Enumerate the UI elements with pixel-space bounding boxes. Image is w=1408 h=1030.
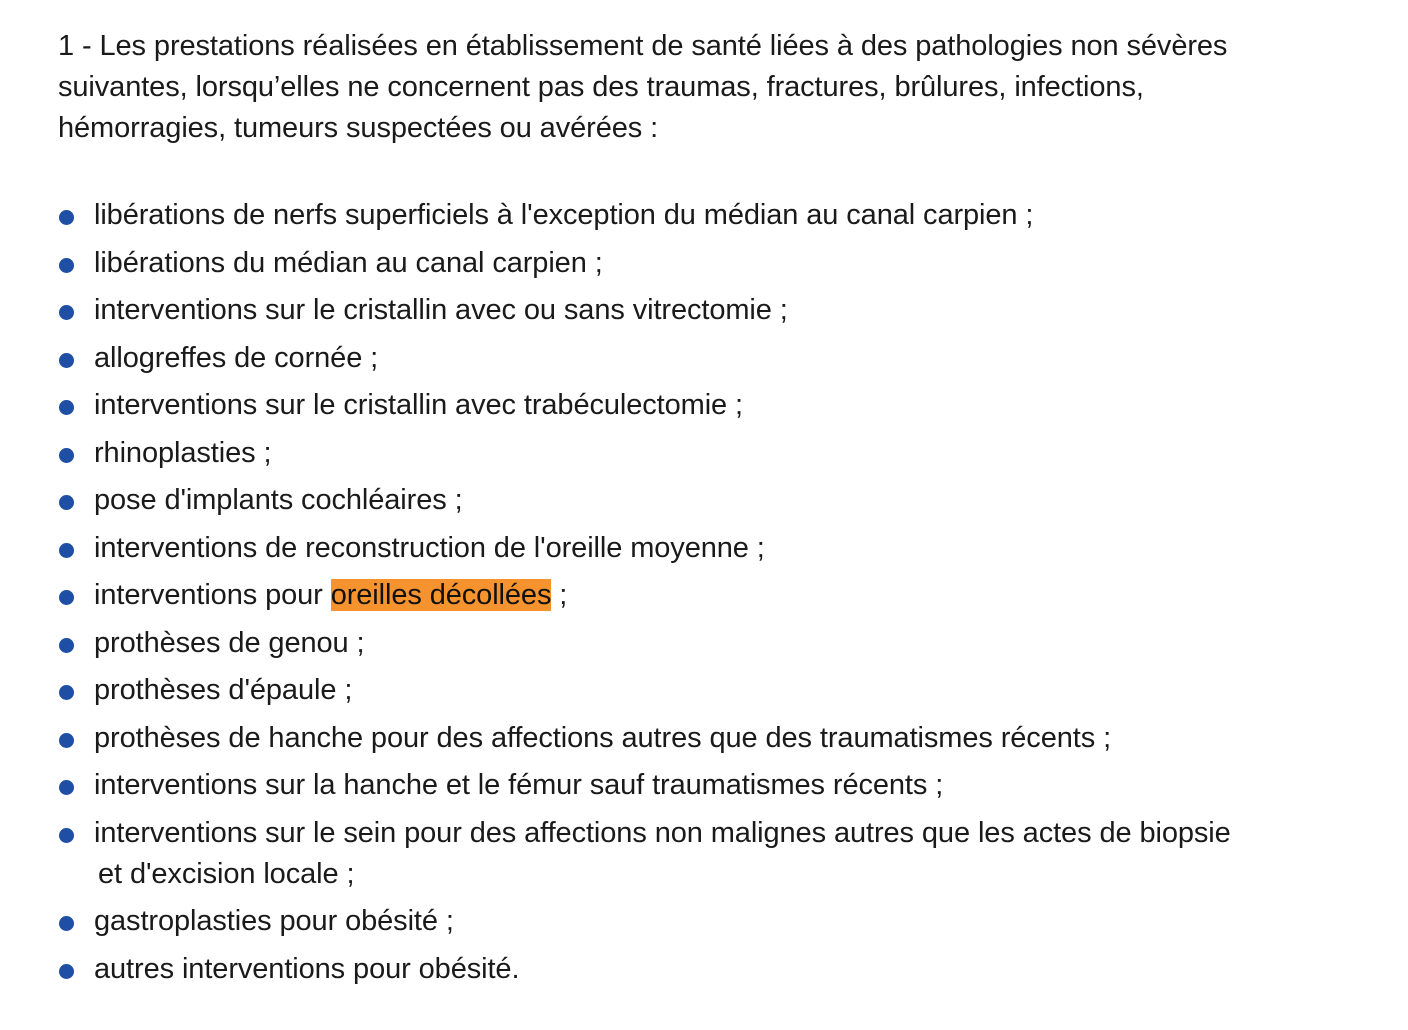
list-item (58, 338, 1378, 379)
bullet-icon (59, 964, 74, 979)
list-item-text-after: ; (551, 579, 568, 611)
list-item (58, 480, 1378, 521)
list-item-text (94, 575, 1378, 616)
list-item-text-before: interventions pour (94, 579, 331, 611)
list-item-text: prothèses de genou ; (94, 626, 365, 659)
list-item-text: autres interventions pour obésité. (94, 952, 520, 985)
bullet-icon (59, 448, 74, 463)
intro-line: suivantes, lorsqu’elles ne concernent pas des traumas, fractures, brûlures, infections, (58, 71, 1144, 103)
list-item-text: rhinoplasties ; (94, 436, 272, 469)
list-item (58, 243, 1378, 284)
list-item (58, 623, 1378, 664)
list-item-text: libérations de nerfs superficiels à l'exception du médian au canal carpien ; (94, 199, 1034, 231)
list-item-text: prothèses de hanche pour des affections autres que des traumatismes récents ; (94, 721, 1112, 754)
bullet-icon (59, 685, 74, 700)
bullet-icon (59, 916, 74, 931)
list-item-text: interventions de reconstruction de l'oreille moyenne ; (94, 531, 765, 564)
list-item-text: libérations du médian au canal carpien ; (94, 246, 603, 279)
bullet-icon (59, 638, 74, 653)
list-item (58, 949, 1378, 990)
list-item-text: pose d'implants cochléaires ; (94, 484, 463, 516)
list-item (58, 575, 1378, 616)
list-item (58, 765, 1378, 806)
bullet-icon (59, 733, 74, 748)
intro-line: 1 - Les prestations réalisées en établissement de santé liées à des pathologies non sévères (58, 30, 1228, 62)
bullet-icon (59, 780, 74, 795)
list-item (58, 195, 1378, 236)
bullet-icon (59, 353, 74, 368)
list-item (58, 528, 1378, 569)
list-item (58, 718, 1378, 759)
list-item-text: interventions sur le cristallin avec ou sans vitrectomie ; (94, 294, 788, 326)
list-item-text: prothèses d'épaule ; (94, 674, 353, 706)
bullet-icon (59, 543, 74, 558)
bullet-icon (59, 400, 74, 415)
list-item-text-continued: et d'excision locale ; (98, 857, 355, 890)
bullet-icon (59, 305, 74, 320)
list-item (58, 290, 1378, 331)
bullet-icon (59, 258, 74, 273)
procedure-list (58, 195, 1378, 990)
list-item-text: interventions sur le cristallin avec trabéculectomie ; (94, 389, 743, 421)
list-item-text: interventions sur le sein pour des affections non malignes autres que les actes de biopsie (94, 816, 1231, 849)
bullet-icon (59, 590, 74, 605)
intro-line: hémorragies, tumeurs suspectées ou avérées : (58, 112, 659, 144)
list-item-text: gastroplasties pour obésité ; (94, 905, 454, 937)
bullet-icon (59, 495, 74, 510)
list-item (58, 670, 1378, 711)
list-item-text: interventions sur la hanche et le fémur sauf traumatismes récents ; (94, 769, 944, 801)
intro-paragraph (58, 26, 1378, 149)
search-highlight: oreilles décollées (330, 579, 552, 611)
list-item (58, 901, 1378, 942)
bullet-icon (59, 210, 74, 225)
list-item (58, 385, 1378, 426)
list-item (58, 433, 1378, 474)
list-item (58, 813, 1378, 895)
bullet-icon (59, 828, 74, 843)
document-body (58, 26, 1378, 996)
list-item-text: allogreffes de cornée ; (94, 341, 379, 374)
